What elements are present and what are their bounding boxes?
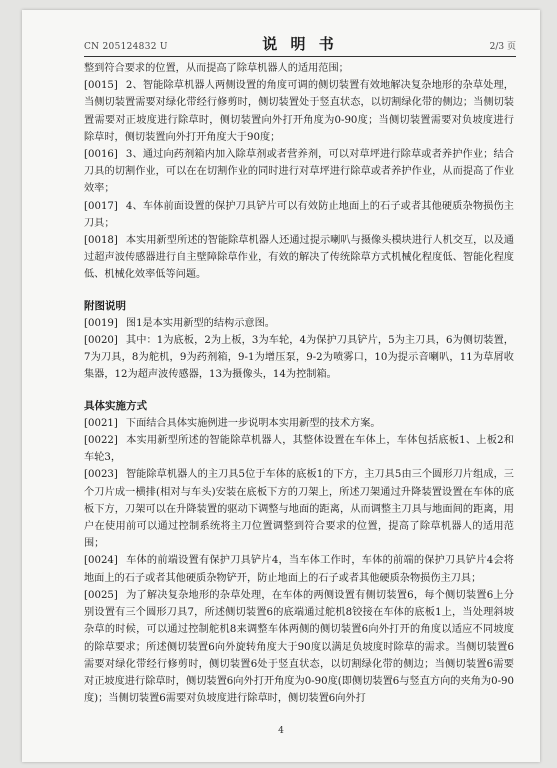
page-number: 4 — [278, 726, 284, 736]
paragraph: [0024] 车体的前端设置有保护刀具铲片4，当车体工作时，车体的前端的保护刀具铲片4会将地面上的石子或者其他硬质杂物铲开，防止地面上的石子或者其他硬质杂物损伤主刀具； — [84, 555, 514, 584]
paragraph: [0017] 4、车体前面设置的保护刀具铲片可以有效防止地面上的石子或者其他硬质杂物损伤主刀具； — [84, 200, 514, 229]
paragraph: [0019] 图1是本实用新型的结构示意图。 — [84, 317, 275, 329]
paragraph: [0016] 3、通过向药剂箱内加入除草剂或者营养剂，可以对草坪进行除草或者养护作业；结合刀具的切割作业，可以在在切割作业的同时进行对草坪进行除草或者养护作业，从而提高了作业效率； — [84, 149, 514, 195]
paragraph: [0020] 其中：1为底板，2为上板，3为车轮，4为保护刀具铲片，5为主刀具，6为侧切装置，7为刀具，8为舵机，9为药剂箱，9-1为增压泵，9-2为喷雾口，10为提示音喇叭，11为草屑收集器，12为超声波传感器，13为摄像头，14为控制箱。 — [84, 335, 514, 381]
paragraph-number: [0015] — [84, 80, 118, 92]
section-heading-embodiment: 具体实施方式 — [84, 399, 147, 412]
page-header — [84, 32, 516, 57]
paragraph: [0015] 2、智能除草机器人两侧设置的角度可调的侧切装置有效地解决复杂地形的杂草处理，当侧切装置需要对绿化带经行修剪时，侧切装置处于竖直状态，以切割绿化带的侧边；当侧切装置需要对正坡度进行除草时，侧切装置向外打开角度为0-90度；当侧切装置需要对负坡度进行除草时，侧切装置向外打开角度大于90度； — [84, 80, 514, 143]
paragraph: [0025] 为了解决复杂地形的杂草处理，在车体的两侧设置有侧切装置6，每个侧切装置6上分别设置有三个圆形刀具7，所述侧切装置6的底端通过舵机8铰接在车体的底板1上，当处理斜坡杂草的时候，可以通过控制舵机8来调整车体两侧的侧切装置6向外打开的角度以适应不同坡度的除草要求；所述侧切装置6向外旋转角度大于90度以满足负坡度时除草的需求。当侧切装置6需要对绿化带经行修剪时，侧切装置6处于竖直状态，以切割绿化带的侧边；当侧切装置6需要对正坡度进行除草时，侧切装置6向外打开角度为0-90度(即侧切装置6与竖直方向的夹角为0-90度)；当侧切装置6需要对负坡度进行除草时，侧切装置6向外打 — [84, 589, 514, 705]
page-title: 说 明 书 — [262, 35, 338, 53]
patent-number: CN 205124832 U — [84, 42, 168, 52]
paragraph-number: [0016] — [84, 149, 118, 161]
paragraph-number: [0024] — [84, 555, 118, 567]
paragraph-number: [0020] — [84, 335, 118, 347]
section-heading-drawings: 附图说明 — [84, 299, 126, 312]
paragraph: [0018] 本实用新型所述的智能除草机器人还通过提示喇叭与摄像头模块进行人机交互，以及通过超声波传感器进行自主壁障除草作业，有效的解决了传统除草方式机械化程度低、智能化程度低、机械化效率低等问题。 — [84, 235, 514, 281]
document-body — [84, 60, 514, 707]
paragraph-number: [0018] — [84, 235, 118, 247]
paragraph-number: [0022] — [84, 435, 118, 447]
paragraph-number: [0021] — [84, 417, 118, 429]
paragraph-number: [0019] — [84, 317, 118, 329]
paragraph: [0023] 智能除草机器人的主刀具5位于车体的底板1的下方，主刀具5由三个圆形刀片组成，三个刀片成一横排(相对与车头)安装在底板下方的刀架上，所述刀架通过升降装置设置在车体的底板下方，刀架可以在升降装置的驱动下调整与地面的距离，从而调整主刀具与地面间的距离，用户在使用前可以通过控制系统将主刀位置调整到符合要求的位置，提高了除草机器人的适用范围； — [84, 469, 514, 550]
paragraph-number: [0017] — [84, 200, 118, 212]
page-indicator: 2/3 页 — [489, 42, 516, 52]
paragraph: [0022] 本实用新型所述的智能除草机器人，其整体设置在车体上，车体包括底板1、上板2和车轮3， — [84, 435, 514, 464]
document-page — [22, 10, 540, 762]
paragraph-number: [0025] — [84, 589, 118, 601]
paragraph: 整到符合要求的位置，从而提高了除草机器人的适用范围； — [84, 63, 349, 74]
paragraph-number: [0023] — [84, 469, 118, 481]
paragraph: [0021] 下面结合具体实施例进一步说明本实用新型的技术方案。 — [84, 417, 381, 429]
